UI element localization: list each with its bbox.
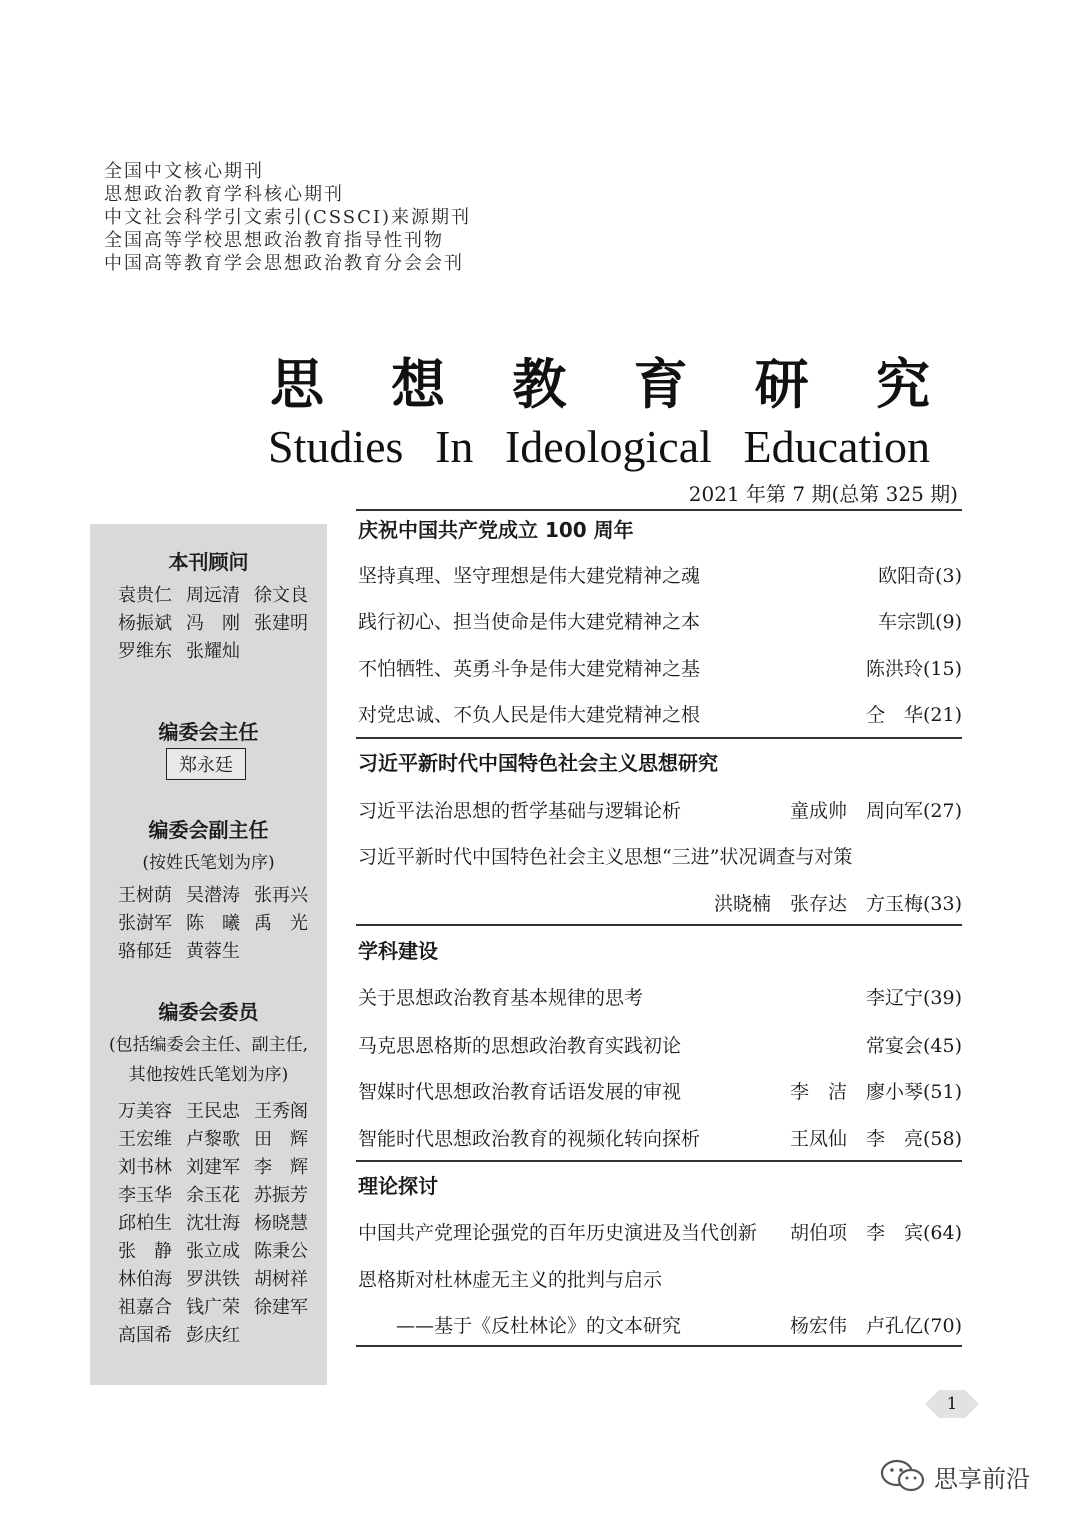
person-name: 罗维东 — [118, 641, 172, 662]
person-name: 刘建军 — [186, 1157, 240, 1178]
person-name: 罗洪铁 — [186, 1269, 240, 1290]
person-name: 高国希 — [118, 1325, 172, 1346]
toc-entry[interactable] — [358, 1075, 962, 1105]
article-title: ——基于《反杜林论》的文本研究 — [358, 1314, 682, 1337]
person-name: 林伯海 — [118, 1269, 172, 1290]
person-name: 钱广荣 — [186, 1297, 240, 1318]
person-name: 胡树祥 — [254, 1269, 308, 1290]
person-name: 张 静 — [118, 1241, 172, 1262]
person-name: 邱柏生 — [118, 1213, 172, 1234]
title-word: Education — [743, 420, 930, 472]
editorial-board-sidebar — [90, 524, 327, 1385]
title-char: 教 — [512, 352, 567, 416]
name-row — [118, 1322, 318, 1350]
article-title: 习近平法治思想的哲学基础与逻辑论析 — [358, 799, 682, 822]
person-name: 田 辉 — [254, 1129, 308, 1150]
person-name: 王树荫 — [118, 885, 172, 906]
person-name: 万美容 — [118, 1101, 172, 1122]
person-name — [254, 938, 310, 966]
advisors-heading: 本刊顾问 — [168, 550, 249, 574]
vice-directors-note: (按姓氏笔划为序) — [142, 853, 275, 873]
credential-line: 全国高等学校思想政治教育指导性刊物 — [104, 230, 444, 251]
article-author-page: 洪晓楠 张存达 方玉梅(33) — [713, 892, 962, 915]
credential-line: 中国高等教育学会思想政治教育分会会刊 — [104, 253, 464, 274]
name-row — [118, 1294, 318, 1322]
advisors-list — [118, 582, 318, 666]
person-name — [254, 638, 310, 666]
title-char: 育 — [633, 352, 688, 416]
article-author-page: 车宗凯(9) — [878, 610, 962, 633]
article-title: 中国共产党理论强党的百年历史演进及当代创新 — [358, 1221, 758, 1244]
section-divider — [356, 509, 962, 511]
toc-entry[interactable] — [358, 1216, 962, 1246]
name-row — [118, 1154, 318, 1182]
person-name: 杨振斌 — [118, 613, 172, 634]
person-name: 王民忠 — [186, 1101, 240, 1122]
name-row — [118, 1126, 318, 1154]
person-name: 卢黎歌 — [186, 1129, 240, 1150]
toc-entry[interactable] — [358, 559, 962, 589]
article-title: 习近平新时代中国特色社会主义思想“三进”状况调查与对策 — [358, 845, 853, 868]
journal-title-chinese — [270, 340, 930, 420]
journal-title-english — [268, 418, 930, 474]
person-name: 袁贵仁 — [118, 585, 172, 606]
article-title: 坚持真理、坚守理想是伟大建党精神之魂 — [358, 564, 701, 587]
name-row — [118, 1098, 318, 1126]
person-name: 吴潜涛 — [186, 885, 240, 906]
toc-entry[interactable] — [358, 1029, 962, 1059]
person-name: 陈秉公 — [254, 1241, 308, 1262]
toc-entry[interactable] — [358, 652, 962, 682]
credential-line: 中文社会科学引文索引(CSSCI)来源期刊 — [104, 207, 472, 228]
name-row — [118, 882, 318, 910]
person-name — [254, 1322, 310, 1350]
issue-number: 2021 年第 7 期(总第 325 期) — [688, 482, 958, 506]
name-row — [118, 610, 318, 638]
article-author-page: 李辽宁(39) — [865, 986, 962, 1009]
title-word: Studies — [268, 420, 404, 472]
title-char: 想 — [391, 352, 446, 416]
name-row — [118, 638, 318, 666]
toc-entry[interactable] — [358, 1122, 962, 1152]
title-word: In — [435, 420, 474, 472]
director-name: 郑永廷 — [166, 748, 246, 780]
person-name: 李 辉 — [254, 1157, 308, 1178]
person-name: 王秀阁 — [254, 1101, 308, 1122]
name-row — [118, 1182, 318, 1210]
person-name: 余玉花 — [186, 1185, 240, 1206]
toc-entry[interactable] — [358, 981, 962, 1011]
toc-entry[interactable] — [358, 840, 962, 870]
section-divider — [356, 1345, 962, 1347]
toc-entry[interactable] — [358, 887, 962, 917]
section-title: 习近平新时代中国特色社会主义思想研究 — [358, 751, 718, 775]
toc-entry[interactable] — [358, 794, 962, 824]
name-row — [118, 938, 318, 966]
wechat-icon — [880, 1459, 926, 1493]
article-title: 关于思想政治教育基本规律的思考 — [358, 986, 644, 1009]
toc-entry[interactable] — [358, 1263, 962, 1293]
article-author-page: 仝 华(21) — [865, 703, 962, 726]
person-name: 李玉华 — [118, 1185, 172, 1206]
credential-line: 全国中文核心期刊 — [104, 161, 264, 182]
section-divider — [356, 1160, 962, 1162]
title-word: Ideological — [504, 420, 712, 472]
page-number-text: 1 — [946, 1394, 958, 1414]
watermark-text: 思享前沿 — [934, 1464, 1030, 1493]
members-list — [118, 1098, 318, 1350]
section-title: 庆祝中国共产党成立 100 周年 — [358, 518, 634, 542]
article-title: 不怕牺牲、英勇斗争是伟大建党精神之基 — [358, 657, 701, 680]
person-name: 黄蓉生 — [186, 941, 240, 962]
name-row — [118, 910, 318, 938]
person-name: 张再兴 — [254, 885, 308, 906]
section-divider — [356, 924, 962, 926]
article-author-page: 常宴会(45) — [865, 1034, 962, 1057]
toc-entry[interactable] — [358, 1309, 962, 1339]
person-name: 王宏维 — [118, 1129, 172, 1150]
article-title: 智媒时代思想政治教育话语发展的审视 — [358, 1080, 682, 1103]
title-char: 研 — [754, 352, 809, 416]
article-title: 恩格斯对杜林虚无主义的批判与启示 — [358, 1268, 663, 1291]
person-name: 苏振芳 — [254, 1185, 308, 1206]
article-author-page: 杨宏伟 卢孔亿(70) — [789, 1314, 962, 1337]
director-heading: 编委会主任 — [158, 720, 259, 744]
article-title: 对党忠诚、不负人民是伟大建党精神之根 — [358, 703, 701, 726]
name-row — [118, 1238, 318, 1266]
name-row — [118, 582, 318, 610]
title-char: 究 — [875, 352, 930, 416]
person-name: 张澍军 — [118, 913, 172, 934]
person-name: 禹 光 — [254, 913, 308, 934]
section-title: 学科建设 — [358, 939, 438, 963]
person-name: 徐建军 — [254, 1297, 308, 1318]
toc-entry[interactable] — [358, 605, 962, 635]
vice-directors-list — [118, 882, 318, 966]
article-title: 践行初心、担当使命是伟大建党精神之本 — [358, 610, 701, 633]
article-author-page: 陈洪玲(15) — [865, 657, 962, 680]
name-row — [118, 1266, 318, 1294]
section-divider — [356, 737, 962, 739]
article-title: 马克思恩格斯的思想政治教育实践初论 — [358, 1034, 682, 1057]
person-name: 沈壮海 — [186, 1213, 240, 1234]
members-note: 其他按姓氏笔划为序) — [128, 1065, 289, 1085]
person-name: 刘书林 — [118, 1157, 172, 1178]
person-name: 张建明 — [254, 613, 308, 634]
article-author-page: 胡伯项 李 宾(64) — [789, 1221, 962, 1244]
person-name: 周远清 — [186, 585, 240, 606]
members-heading: 编委会委员 — [158, 1000, 259, 1024]
article-title: 智能时代思想政治教育的视频化转向探析 — [358, 1127, 701, 1150]
section-title: 理论探讨 — [358, 1174, 438, 1198]
name-row — [118, 1210, 318, 1238]
article-author-page: 童成帅 周向军(27) — [789, 799, 962, 822]
person-name: 祖嘉合 — [118, 1297, 172, 1318]
person-name: 张耀灿 — [186, 641, 240, 662]
person-name: 张立成 — [186, 1241, 240, 1262]
title-char: 思 — [270, 352, 324, 416]
person-name: 冯 刚 — [186, 613, 240, 634]
journal-credentials — [104, 160, 471, 275]
wechat-watermark — [880, 1456, 1030, 1496]
members-note: (包括编委会主任、副主任, — [108, 1035, 309, 1055]
toc-entry[interactable] — [358, 698, 962, 728]
article-author-page: 王凤仙 李 亮(58) — [789, 1127, 962, 1150]
vice-directors-heading: 编委会副主任 — [148, 818, 269, 842]
credential-line: 思想政治教育学科核心期刊 — [104, 184, 344, 205]
person-name: 徐文良 — [254, 585, 308, 606]
person-name: 杨晓慧 — [254, 1213, 308, 1234]
article-author-page: 李 洁 廖小琴(51) — [789, 1080, 962, 1103]
person-name: 骆郁廷 — [118, 941, 172, 962]
article-author-page: 欧阳奇(3) — [878, 564, 962, 587]
person-name: 彭庆红 — [186, 1325, 240, 1346]
person-name: 陈 曦 — [186, 913, 240, 934]
page-number — [925, 1390, 979, 1418]
